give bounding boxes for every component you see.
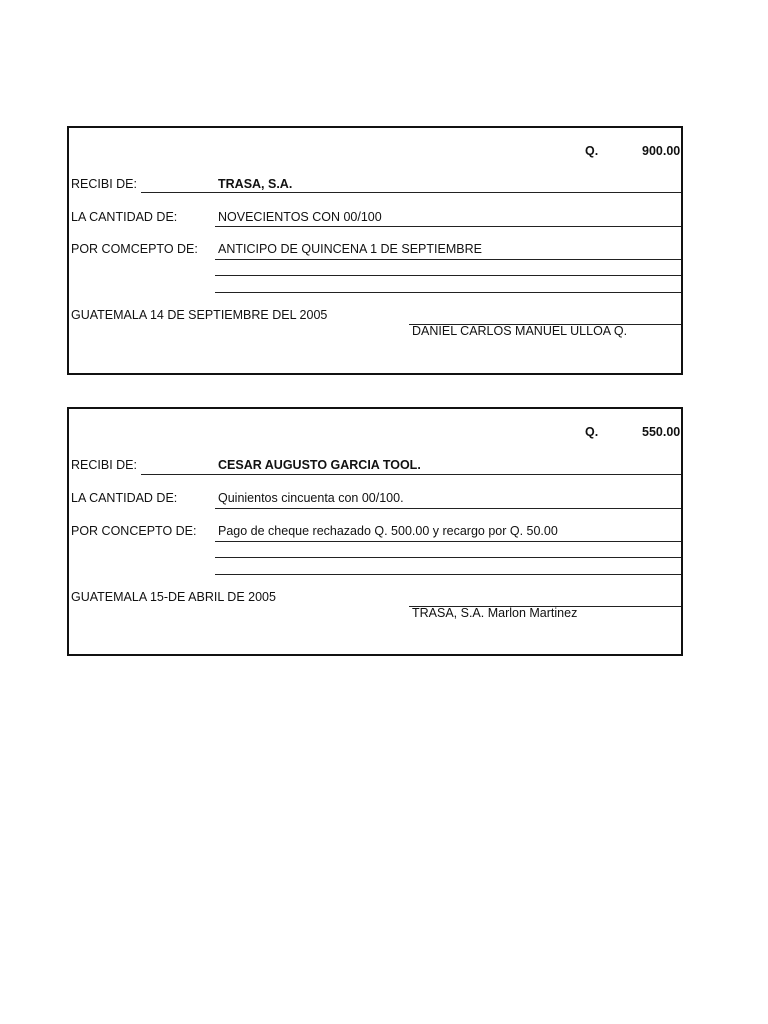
amount-value: 900.00: [642, 144, 681, 158]
concept-value: ANTICIPO DE QUINCENA 1 DE SEPTIEMBRE: [218, 242, 482, 256]
concept-line-3: [215, 292, 681, 293]
signature-name: DANIEL CARLOS MANUEL ULLOA Q.: [412, 324, 628, 338]
receipt-2: [67, 407, 683, 656]
concept-line-2: [215, 557, 681, 558]
received-from-value: CESAR AUGUSTO GARCIA TOOL.: [218, 458, 421, 472]
signature-name: TRASA, S.A. Marlon Martinez: [412, 606, 578, 620]
amount-words-value: NOVECIENTOS CON 00/100: [218, 210, 382, 224]
receipt-1: [67, 126, 683, 375]
concept-line-2: [215, 275, 681, 276]
amount-words-label: LA CANTIDAD DE:: [71, 210, 178, 224]
place-date: GUATEMALA 14 DE SEPTIEMBRE DEL 2005: [71, 308, 328, 322]
concept-value: Pago de cheque rechazado Q. 500.00 y recargo por Q. 50.00: [218, 524, 558, 538]
received-from-line: [141, 474, 681, 475]
received-from-value: TRASA, S.A.: [218, 177, 293, 191]
concept-line-1: [215, 259, 681, 260]
received-from-label: RECIBI DE:: [71, 458, 137, 472]
amount-value: 550.00: [642, 425, 681, 439]
place-date: GUATEMALA 15-DE ABRIL DE 2005: [71, 590, 276, 604]
amount-words-label: LA CANTIDAD DE:: [71, 491, 178, 505]
received-from-line: [141, 192, 681, 193]
received-from-label: RECIBI DE:: [71, 177, 137, 191]
amount-words-line: [215, 226, 681, 227]
amount-words-value: Quinientos cincuenta con 00/100.: [218, 491, 404, 505]
currency-symbol: Q.: [585, 425, 599, 439]
amount-words-line: [215, 508, 681, 509]
concept-line-3: [215, 574, 681, 575]
concept-line-1: [215, 541, 681, 542]
concept-label: POR CONCEPTO DE:: [71, 524, 197, 538]
concept-label: POR COMCEPTO DE:: [71, 242, 198, 256]
currency-symbol: Q.: [585, 144, 599, 158]
